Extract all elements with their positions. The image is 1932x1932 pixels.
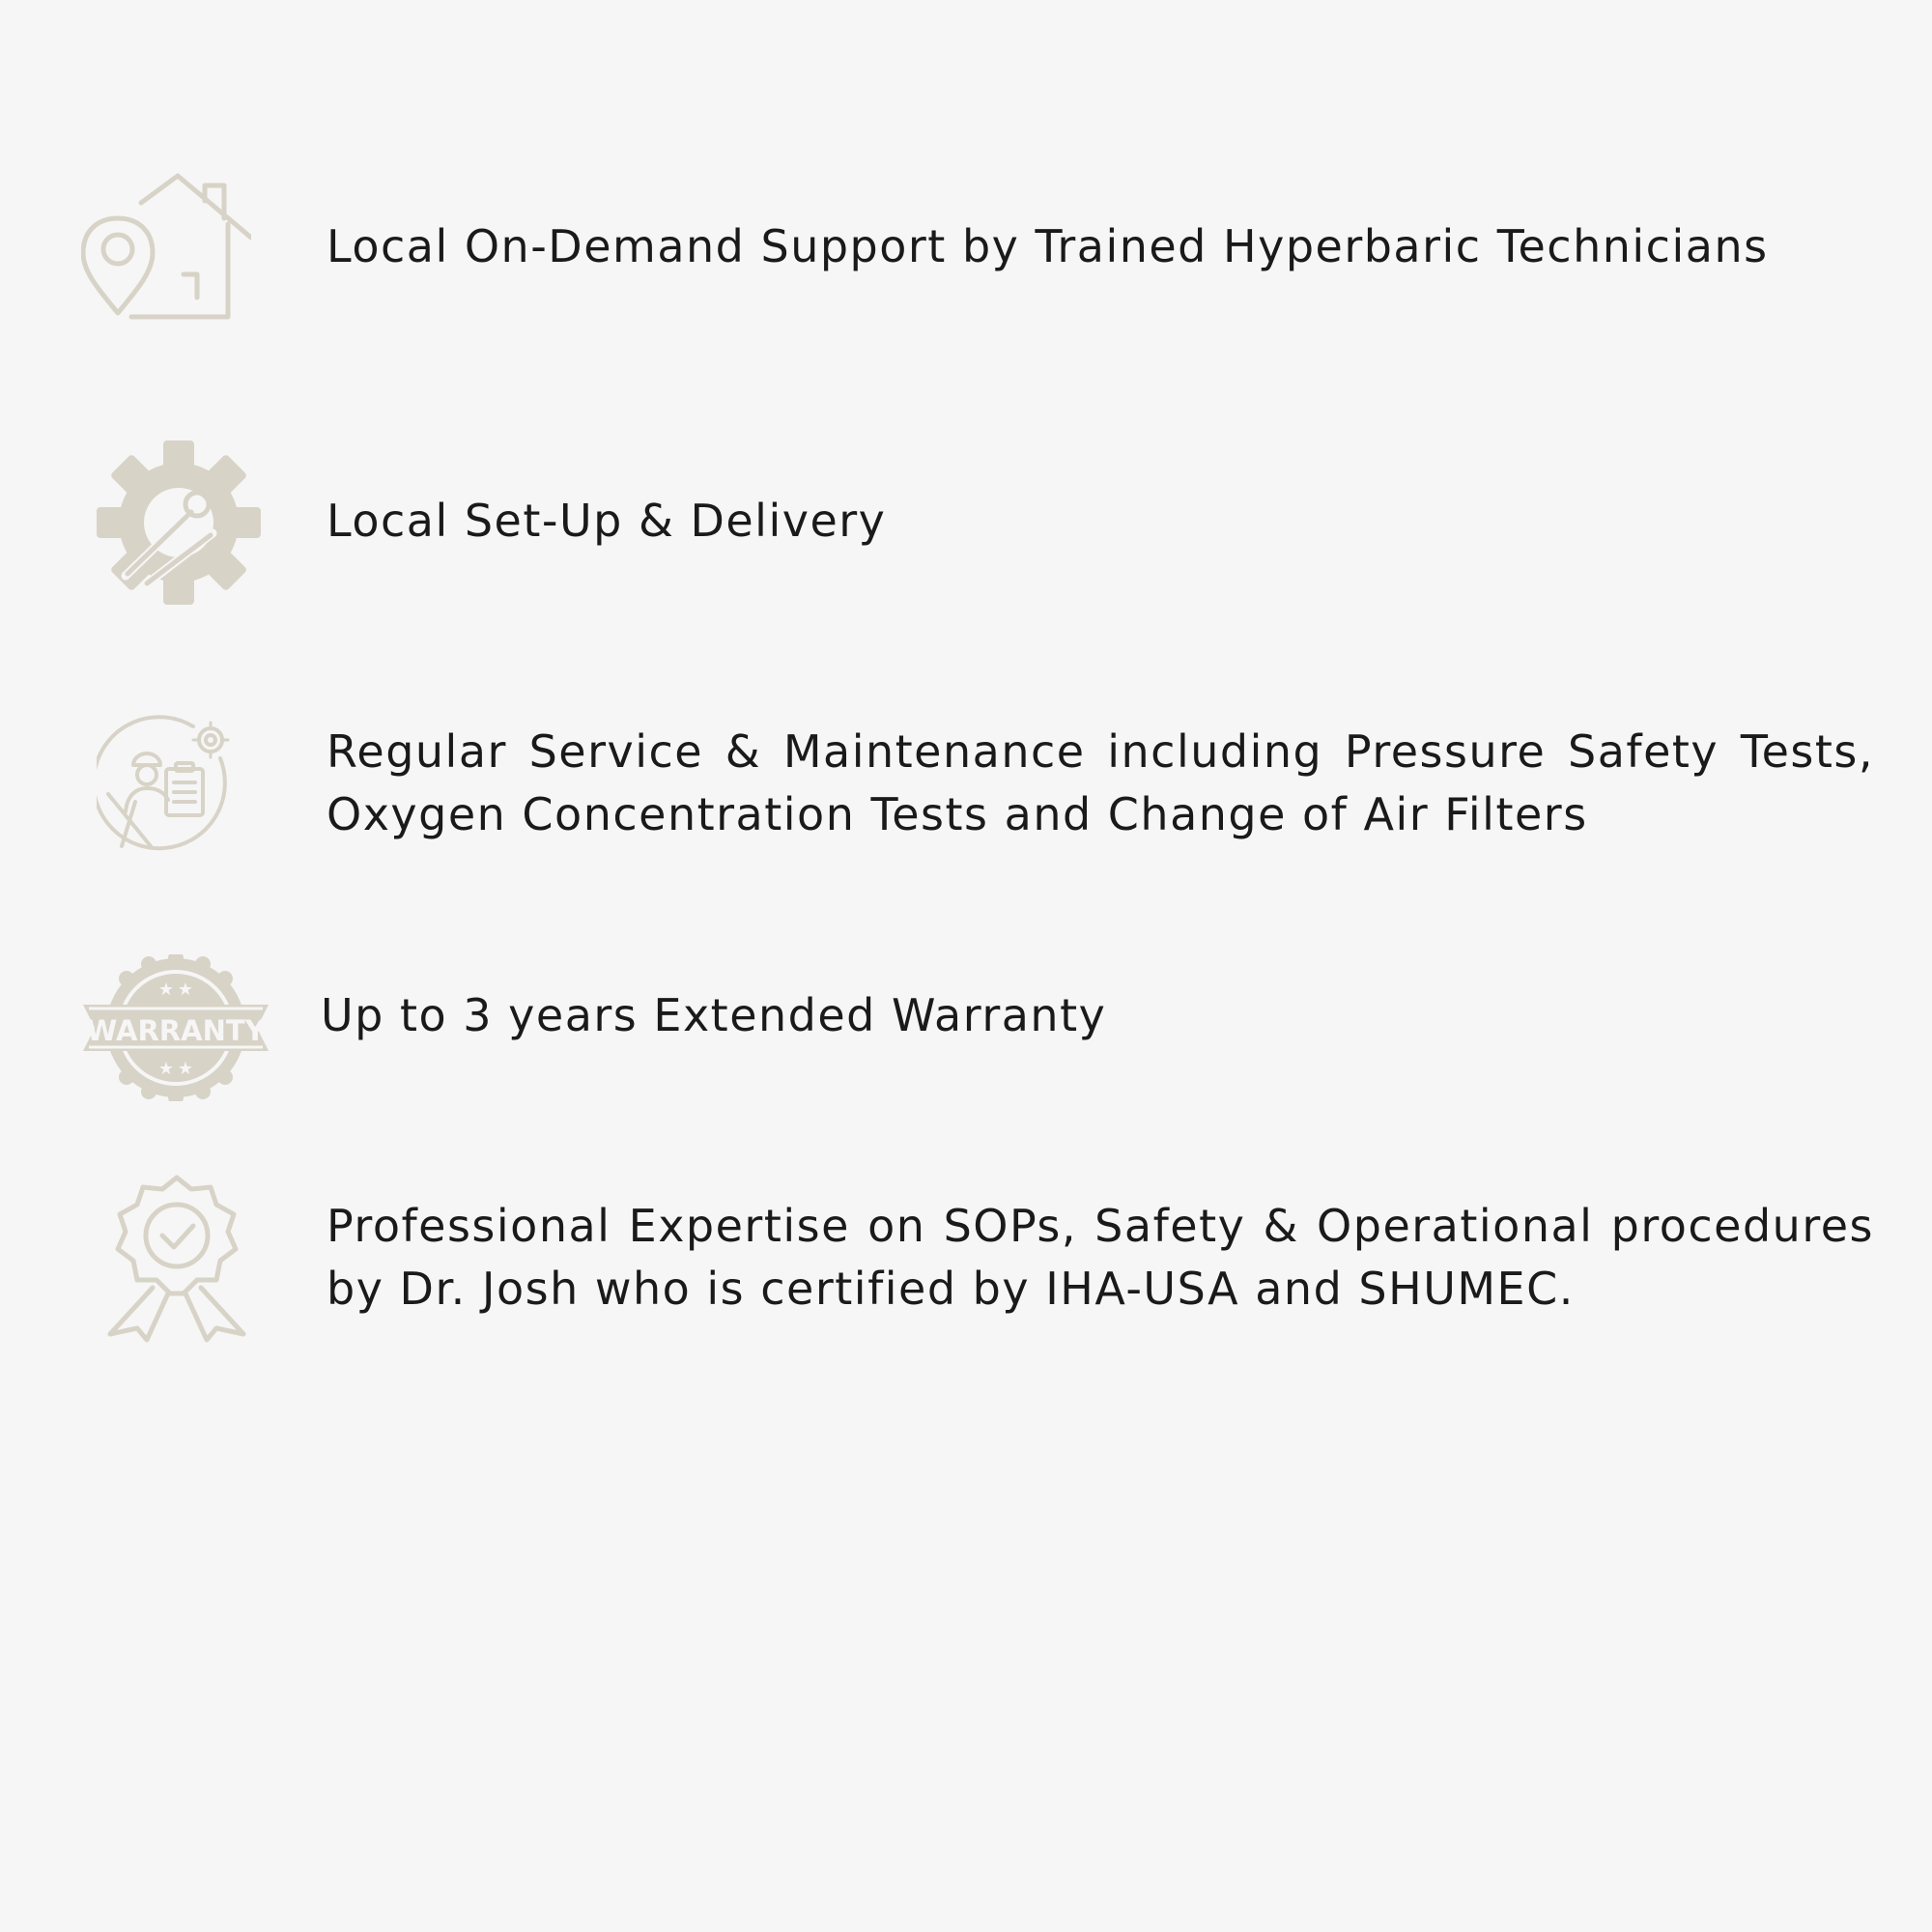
feature-text: Local On-Demand Support by Trained Hyperbaric Technicians	[327, 220, 1769, 272]
gear-tools-icon	[97, 440, 261, 605]
feature-text: Regular Service & Maintenance including Pressure Safety Tests, Oxygen Concentration Tests and Change of Air Filters	[327, 725, 1874, 840]
svg-text:★: ★	[157, 1059, 175, 1079]
feature-text: Local Set-Up & Delivery	[327, 495, 887, 547]
certified-award-icon	[104, 1174, 249, 1343]
svg-text:★: ★	[157, 980, 175, 1000]
technician-maintenance-icon	[97, 715, 237, 855]
svg-text:★: ★	[177, 1059, 194, 1079]
feature-text: Up to 3 years Extended Warranty	[321, 989, 1107, 1041]
house-location-icon	[81, 172, 251, 323]
warranty-badge-icon	[83, 954, 269, 1101]
svg-text:★: ★	[177, 980, 194, 1000]
warranty-badge-text: WARRANTY	[86, 1014, 266, 1047]
feature-text: Professional Expertise on SOPs, Safety & Operational procedures by Dr. Josh who is certified by IHA-USA and SHUMEC.	[327, 1200, 1874, 1315]
